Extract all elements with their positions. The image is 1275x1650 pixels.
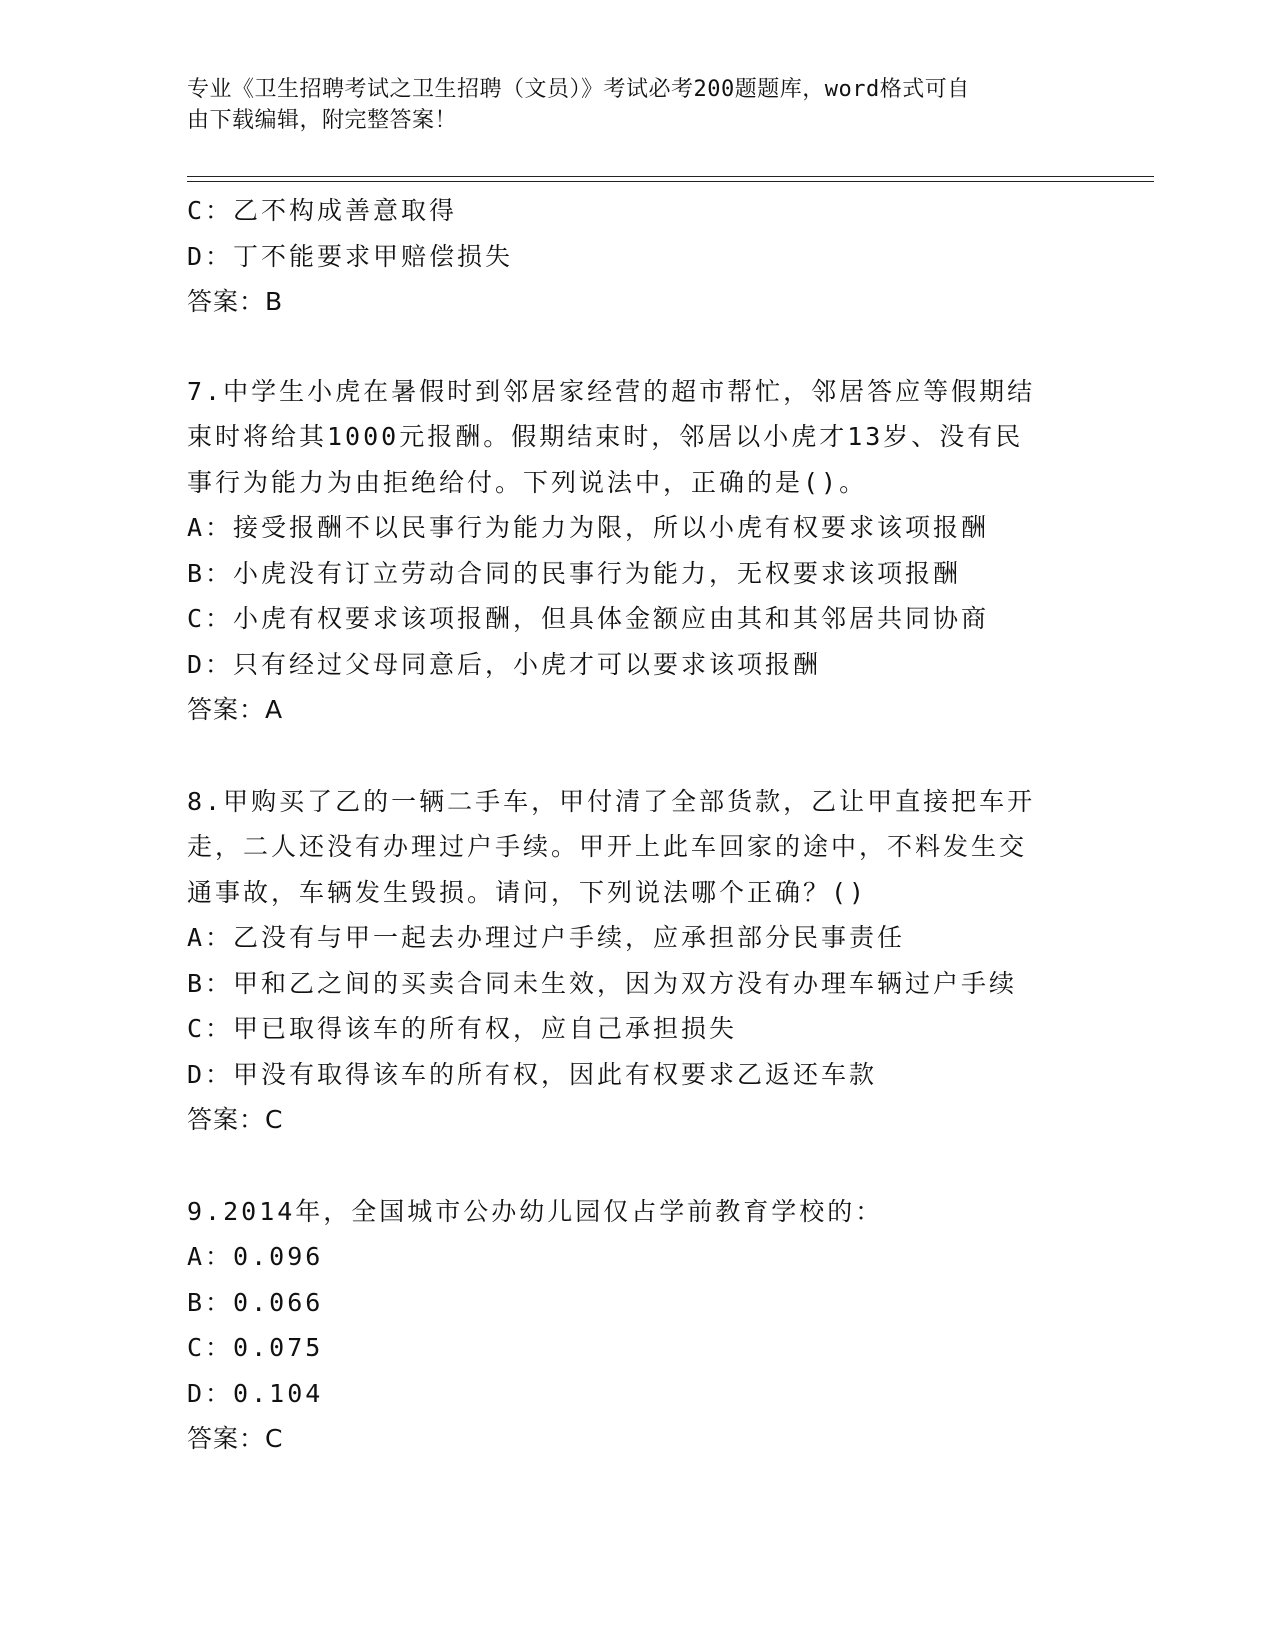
question-text-line: 7.中学生小虎在暑假时到邻居家经营的超市帮忙，邻居答应等假期结: [187, 376, 1036, 406]
question-text-line: 走，二人还没有办理过户手续。甲开上此车回家的途中，不料发生交: [187, 832, 1028, 861]
option-c: C：甲已取得该车的所有权，应自己承担损失: [187, 1014, 738, 1043]
question-8: [187, 779, 1087, 1143]
question-text-line: 束时将给其1000元报酬。假期结束时，邻居以小虎才13岁、没有民: [187, 422, 1024, 451]
header-divider-top: [187, 176, 1154, 177]
question-text-line: 通事故，车辆发生毁损。请问，下列说法哪个正确？(): [187, 877, 868, 907]
option-b: B：甲和乙之间的买卖合同未生效，因为双方没有办理车辆过户手续: [187, 968, 1018, 998]
option-c: C：0.075: [187, 1333, 324, 1362]
option-b: B：小虎没有订立劳动合同的民事行为能力，无权要求该项报酬: [187, 558, 962, 588]
document-body: [187, 188, 1087, 1462]
answer-line: 答案：C: [187, 1105, 284, 1134]
option-d: D：只有经过父母同意后，小虎才可以要求该项报酬: [187, 649, 822, 679]
answer-line: 答案：C: [187, 1424, 284, 1453]
question-text-line: 8.甲购买了乙的一辆二手车，甲付清了全部货款，乙让甲直接把车开: [187, 786, 1036, 816]
document-header: [187, 74, 1087, 136]
header-line-1: 专业《卫生招聘考试之卫生招聘（文员）》考试必考200题题库，word格式可自: [187, 77, 970, 102]
header-line-2: 由下载编辑，附完整答案！: [187, 108, 458, 133]
option-c: C：小虎有权要求该项报酬，但具体金额应由其和其邻居共同协商: [187, 604, 990, 633]
answer-line: 答案：A: [187, 695, 284, 724]
option-d: D：0.104: [187, 1378, 324, 1408]
header-divider-bottom: [187, 181, 1154, 182]
option-d: D：丁不能要求甲赔偿损失: [187, 241, 514, 271]
option-a: A：0.096: [187, 1242, 324, 1271]
question-text-line: 事行为能力为由拒绝给付。下列说法中，正确的是()。: [187, 467, 868, 497]
question-text-line: 9.2014年，全国城市公办幼儿园仅占学前教育学校的：: [187, 1196, 884, 1226]
question-9: [187, 1189, 1087, 1462]
option-b: B：0.066: [187, 1287, 324, 1317]
question-7: [187, 369, 1087, 733]
option-d: D：甲没有取得该车的所有权，因此有权要求乙返还车款: [187, 1059, 878, 1089]
prev-question-tail: [187, 188, 1087, 325]
option-c: C：乙不构成善意取得: [187, 196, 458, 225]
option-a: A：乙没有与甲一起去办理过户手续，应承担部分民事责任: [187, 923, 906, 952]
option-a: A：接受报酬不以民事行为能力为限，所以小虎有权要求该项报酬: [187, 513, 990, 542]
answer-line: 答案：B: [187, 287, 284, 316]
